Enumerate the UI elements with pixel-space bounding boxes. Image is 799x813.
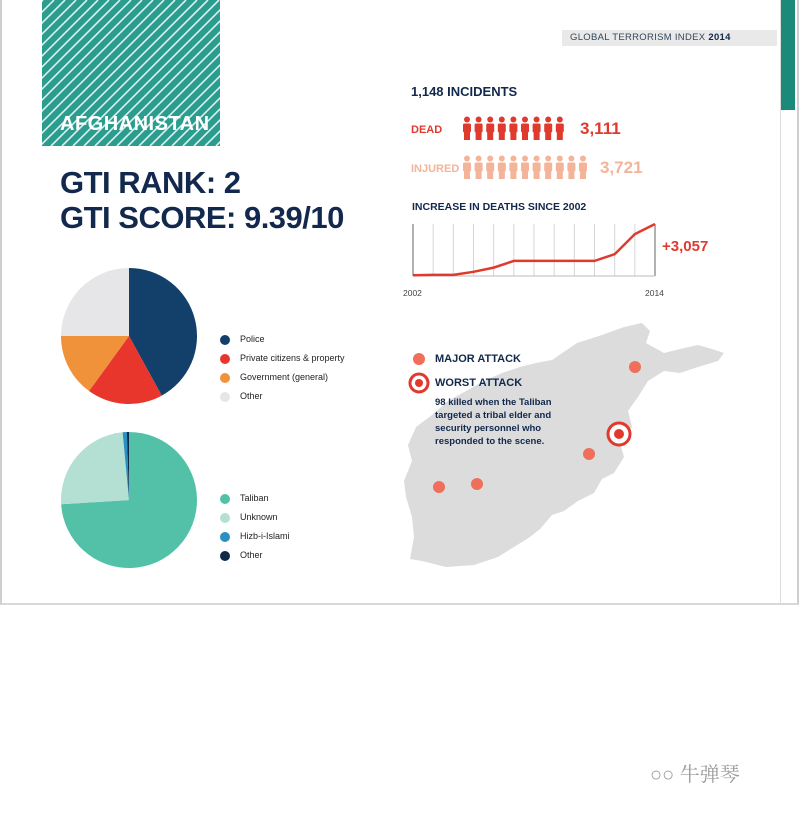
attack-marker: [471, 478, 483, 490]
person-icon: [498, 117, 506, 141]
person-icon: [533, 156, 541, 180]
legend-swatch: [220, 494, 230, 504]
attack-marker: [583, 448, 595, 460]
worst-attack-marker-core: [614, 429, 624, 439]
person-icon: [463, 156, 471, 180]
legend-label: Police: [240, 334, 265, 344]
worst-attack-label: WORST ATTACK: [435, 377, 523, 389]
line-chart-title: INCREASE IN DEATHS SINCE 2002: [412, 201, 587, 213]
person-icon: [463, 117, 471, 141]
legend-swatch: [220, 513, 230, 523]
person-icon: [521, 156, 529, 180]
gti-score: GTI SCORE: 9.39/10: [60, 200, 344, 235]
legend-swatch: [220, 354, 230, 364]
person-icon: [567, 156, 575, 180]
chat-icon: ○○: [650, 764, 675, 786]
target-icon-core: [415, 379, 423, 387]
person-icon: [533, 117, 541, 141]
person-icon: [475, 156, 483, 180]
legend-label: Hizb-i-Islami: [240, 531, 290, 541]
attack-marker: [629, 361, 641, 373]
major-attack-label: MAJOR ATTACK: [435, 353, 521, 365]
person-icon: [509, 156, 517, 180]
legend-label: Private citizens & property: [240, 353, 345, 363]
deaths-line-chart: [407, 218, 667, 283]
legend-swatch: [220, 373, 230, 383]
worst-attack-description: 98 killed when the Taliban targeted a tribal elder and security personnel who responded to the scene.: [435, 397, 552, 447]
section-tab: [781, 0, 795, 110]
person-icon: [498, 156, 506, 180]
dead-person-icons: [462, 116, 577, 142]
dead-value: 3,111: [580, 119, 621, 138]
report-title: GLOBAL TERRORISM INDEX 2014: [570, 32, 731, 43]
legend-swatch: [220, 335, 230, 345]
pie-slice: [61, 268, 129, 336]
person-icon: [579, 156, 587, 180]
x-tick-end: 2014: [645, 288, 664, 298]
legend-label: Other: [240, 550, 263, 560]
country-name: AFGHANISTAN: [60, 113, 210, 135]
injured-value: 3,721: [600, 158, 643, 177]
watermark-text: 牛弹琴: [679, 764, 740, 786]
person-icon: [556, 156, 564, 180]
injured-label: INJURED: [411, 163, 460, 175]
person-icon: [509, 117, 517, 141]
watermark: [650, 758, 740, 787]
dead-label: DEAD: [411, 124, 443, 136]
injured-person-icons: [462, 155, 597, 181]
country-banner: [42, 0, 220, 146]
person-icon: [475, 117, 483, 141]
person-icon: [544, 156, 552, 180]
incidents-count: 1,148 INCIDENTS: [411, 84, 518, 99]
target-type-pie: [60, 267, 200, 407]
person-icon: [521, 117, 529, 141]
x-tick-start: 2002: [403, 288, 422, 298]
report-header: [562, 30, 777, 46]
major-attack-icon: [413, 353, 425, 365]
increase-annotation: +3,057: [662, 238, 709, 255]
legend-label: Taliban: [240, 493, 269, 503]
perpetrator-pie: [60, 431, 200, 571]
legend-label: Unknown: [240, 512, 278, 522]
legend-swatch: [220, 392, 230, 402]
person-icon: [486, 156, 494, 180]
person-icon: [544, 117, 552, 141]
person-icon: [486, 117, 494, 141]
legend-swatch: [220, 532, 230, 542]
legend-label: Government (general): [240, 372, 329, 382]
gti-rank: GTI RANK: 2: [60, 165, 241, 200]
legend-label: Other: [240, 391, 263, 401]
legend-swatch: [220, 551, 230, 561]
person-icon: [556, 117, 564, 141]
pie-slice: [61, 432, 129, 504]
attack-marker: [433, 481, 445, 493]
